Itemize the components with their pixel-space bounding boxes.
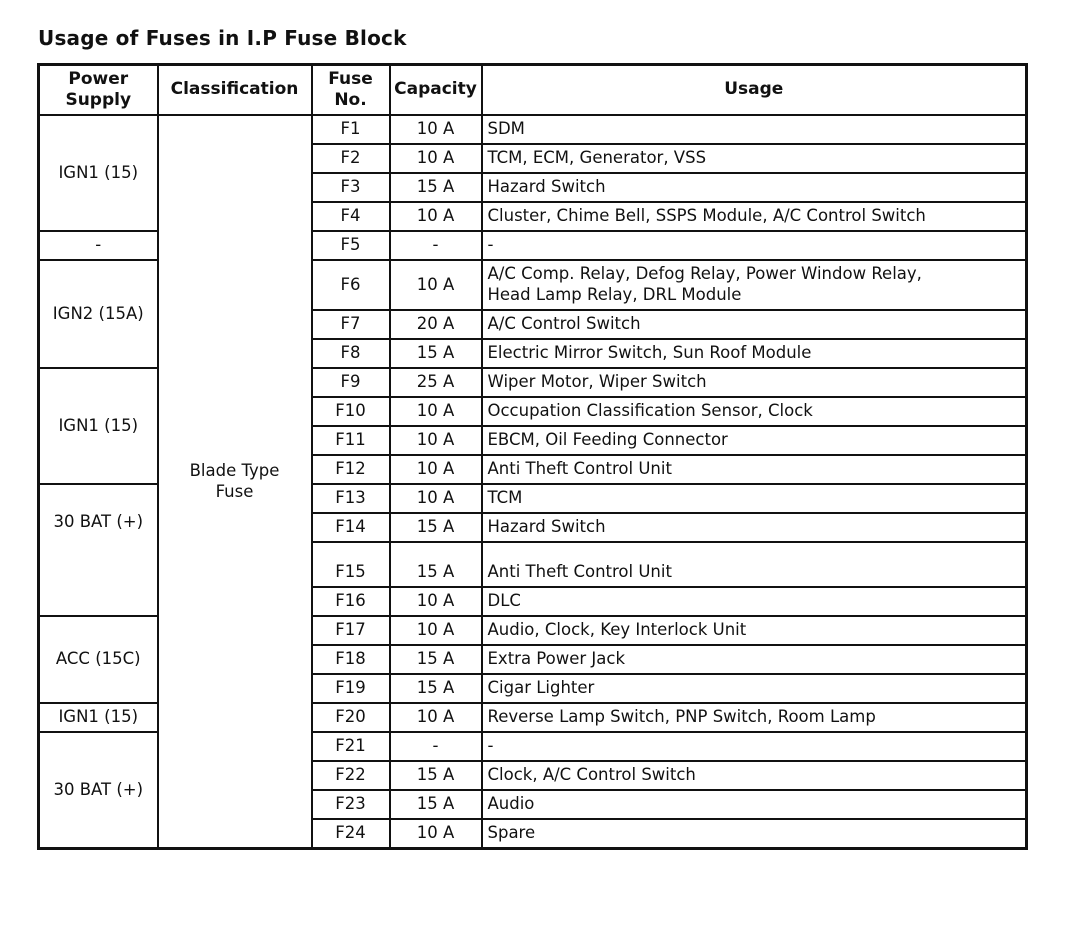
usage-cell: A/C Control Switch: [482, 310, 1027, 339]
fuse-no-cell: F7: [312, 310, 390, 339]
fuse-no-cell: F9: [312, 368, 390, 397]
classification-cell: Blade Type Fuse: [158, 115, 312, 849]
usage-cell: Spare: [482, 819, 1027, 849]
capacity-cell: 15 A: [390, 790, 482, 819]
capacity-cell: 25 A: [390, 368, 482, 397]
fuse-no-cell: F17: [312, 616, 390, 645]
fuse-no-cell: F6: [312, 260, 390, 310]
supply-cell: 30 BAT (+): [39, 484, 158, 559]
usage-cell: A/C Comp. Relay, Defog Relay, Power Window Relay, Head Lamp Relay, DRL Module: [482, 260, 1027, 310]
capacity-cell: 15 A: [390, 674, 482, 703]
capacity-cell: 15 A: [390, 513, 482, 542]
fuse-no-cell: F8: [312, 339, 390, 368]
capacity-cell: 10 A: [390, 397, 482, 426]
capacity-cell: 10 A: [390, 587, 482, 616]
fuse-no-cell: F20: [312, 703, 390, 732]
capacity-cell: 10 A: [390, 144, 482, 173]
fuse-no-cell: F11: [312, 426, 390, 455]
supply-cell: IGN1 (15): [39, 703, 158, 732]
capacity-cell: 10 A: [390, 426, 482, 455]
fuse-no-cell: F19: [312, 674, 390, 703]
usage-cell: -: [482, 732, 1027, 761]
gap-cell: [390, 542, 482, 559]
capacity-cell: 10 A: [390, 819, 482, 849]
gap-cell: [482, 542, 1027, 559]
fuse-no-cell: F10: [312, 397, 390, 426]
supply-cell: ACC (15C): [39, 616, 158, 703]
usage-cell: Anti Theft Control Unit: [482, 455, 1027, 484]
capacity-cell: 10 A: [390, 455, 482, 484]
fuse-no-cell: F23: [312, 790, 390, 819]
capacity-cell: 15 A: [390, 173, 482, 202]
usage-cell: TCM: [482, 484, 1027, 513]
fuse-no-cell: F22: [312, 761, 390, 790]
table-header-row: [39, 65, 1027, 116]
usage-cell: -: [482, 231, 1027, 260]
supply-cell: IGN1 (15): [39, 115, 158, 231]
usage-cell: SDM: [482, 115, 1027, 144]
supply-cell: IGN1 (15): [39, 368, 158, 484]
usage-cell: Hazard Switch: [482, 513, 1027, 542]
gap-cell: [312, 542, 390, 559]
usage-cell: DLC: [482, 587, 1027, 616]
capacity-cell: -: [390, 231, 482, 260]
fuse-no-cell: F4: [312, 202, 390, 231]
fuse-no-cell: F16: [312, 587, 390, 616]
capacity-cell: 15 A: [390, 761, 482, 790]
capacity-cell: 10 A: [390, 115, 482, 144]
capacity-cell: 20 A: [390, 310, 482, 339]
fuse-no-cell: F13: [312, 484, 390, 513]
capacity-cell: 10 A: [390, 703, 482, 732]
supply-cell: -: [39, 231, 158, 260]
fuse-table: [37, 63, 1028, 850]
fuse-no-cell: F5: [312, 231, 390, 260]
capacity-cell: 15 A: [390, 645, 482, 674]
usage-cell: Reverse Lamp Switch, PNP Switch, Room Lamp: [482, 703, 1027, 732]
fuse-no-cell: F12: [312, 455, 390, 484]
fuse-no-cell: F18: [312, 645, 390, 674]
header-capacity: Capacity: [390, 65, 482, 116]
fuse-no-cell: F21: [312, 732, 390, 761]
fuse-no-cell: F2: [312, 144, 390, 173]
usage-cell: Extra Power Jack: [482, 645, 1027, 674]
usage-cell: Electric Mirror Switch, Sun Roof Module: [482, 339, 1027, 368]
usage-cell: TCM, ECM, Generator, VSS: [482, 144, 1027, 173]
capacity-cell: -: [390, 732, 482, 761]
capacity-cell: 10 A: [390, 202, 482, 231]
usage-cell: Cigar Lighter: [482, 674, 1027, 703]
fuse-no-cell: F24: [312, 819, 390, 849]
supply-cell-continued: [39, 559, 158, 616]
capacity-cell: 10 A: [390, 484, 482, 513]
usage-cell: Hazard Switch: [482, 173, 1027, 202]
supply-cell: IGN2 (15A): [39, 260, 158, 368]
usage-cell: Cluster, Chime Bell, SSPS Module, A/C Control Switch: [482, 202, 1027, 231]
usage-cell: Audio, Clock, Key Interlock Unit: [482, 616, 1027, 645]
page-title: Usage of Fuses in I.P Fuse Block: [38, 26, 407, 50]
capacity-cell: 15 A: [390, 559, 482, 587]
header-usage: Usage: [482, 65, 1027, 116]
usage-cell: Clock, A/C Control Switch: [482, 761, 1027, 790]
header-power-supply: Power Supply: [39, 65, 158, 116]
usage-cell: EBCM, Oil Feeding Connector: [482, 426, 1027, 455]
usage-cell: Wiper Motor, Wiper Switch: [482, 368, 1027, 397]
capacity-cell: 10 A: [390, 260, 482, 310]
supply-cell: 30 BAT (+): [39, 732, 158, 849]
usage-cell: Anti Theft Control Unit: [482, 559, 1027, 587]
fuse-no-cell: F3: [312, 173, 390, 202]
usage-cell: Occupation Classification Sensor, Clock: [482, 397, 1027, 426]
capacity-cell: 15 A: [390, 339, 482, 368]
capacity-cell: 10 A: [390, 616, 482, 645]
fuse-no-cell: F1: [312, 115, 390, 144]
table-row: [39, 115, 1027, 144]
header-classification: Classification: [158, 65, 312, 116]
fuse-no-cell: F14: [312, 513, 390, 542]
header-fuse-no: Fuse No.: [312, 65, 390, 116]
fuse-no-cell: F15: [312, 559, 390, 587]
usage-cell: Audio: [482, 790, 1027, 819]
